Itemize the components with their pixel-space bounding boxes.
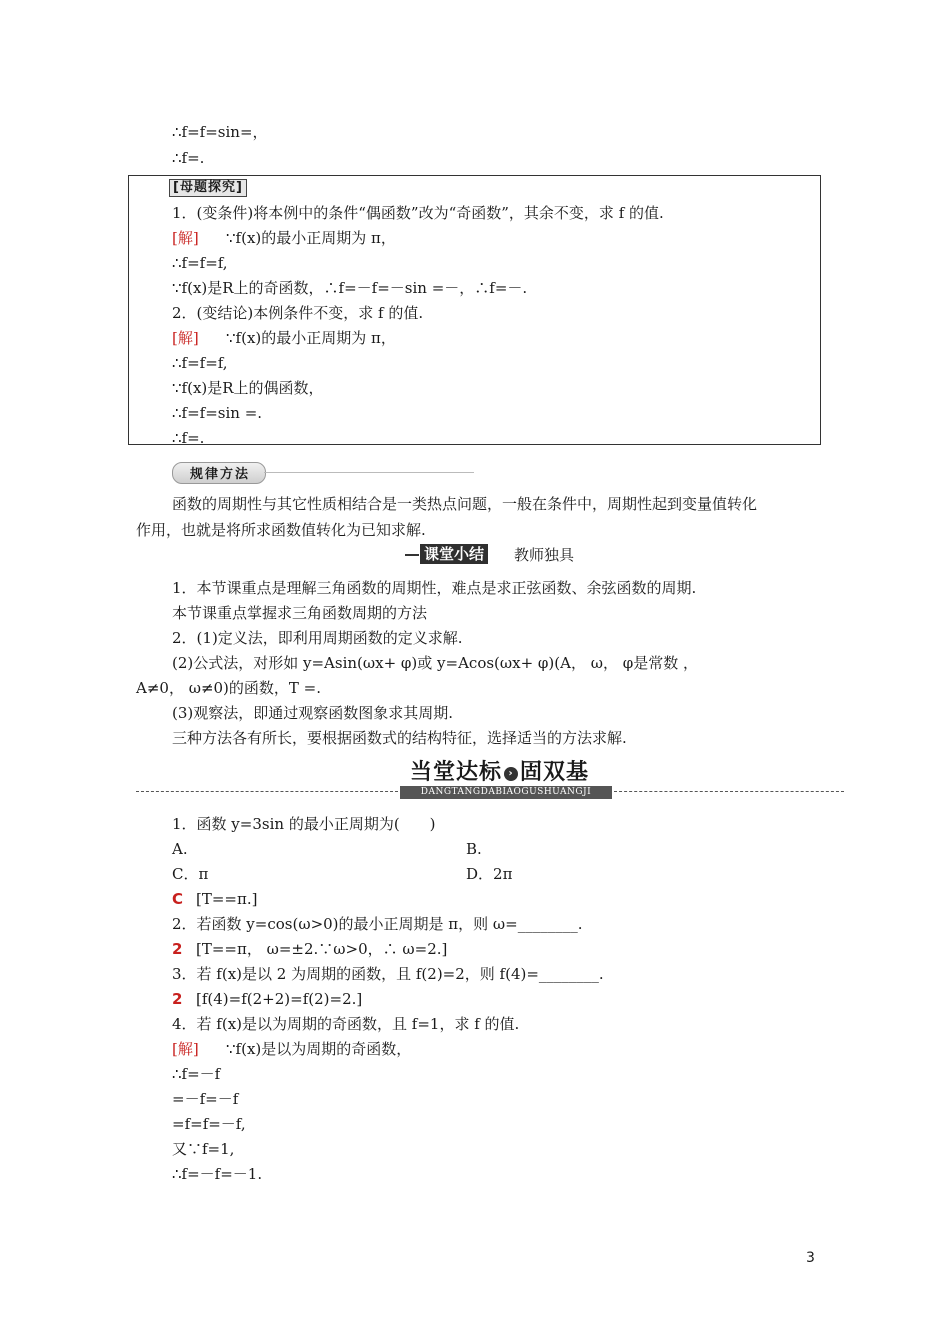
- solution-line: ∴f=－f: [172, 1065, 221, 1083]
- answer-text: [T==π， ω=±2.∵ω>0，∴ ω=2.]: [196, 940, 448, 958]
- banner-title-left: 当堂达标: [410, 760, 503, 785]
- banner-subtitle: DANGTANGDABIAOGUSHUANGJI: [400, 786, 612, 799]
- summary-line: (2)公式法，对形如 y=Asin(ωx+ φ)或 y=Acos(ωx+ φ)(A， ω， φ是常数 ，: [172, 654, 699, 672]
- summary-line: A≠0， ω≠0)的函数，T =.: [136, 679, 322, 697]
- extension-line: ∵f(x)是R上的奇函数，∴f=－f=－sin =－，∴f=－.: [172, 279, 528, 297]
- summary-line: 本节课重点掌握求三角函数周期的方法: [172, 604, 428, 622]
- summary-line: 三种方法各有所长，要根据函数式的结构特征，选择适当的方法求解.: [172, 729, 627, 747]
- summary-line: 2．(1)定义法，即利用周期函数的定义求解.: [172, 629, 463, 647]
- method-text: 作用，也就是将所求函数值转化为已知求解.: [136, 521, 426, 539]
- section-banner: [410, 760, 589, 786]
- question-1: 1．函数 y=3sin 的最小正周期为( ): [172, 815, 436, 833]
- question-4: 4．若 f(x)是以为周期的奇函数，且 f=1，求 f 的值.: [172, 1015, 520, 1033]
- option-d: D．2π: [466, 865, 513, 883]
- solution-line: ∴f=.: [172, 149, 205, 167]
- method-text: 函数的周期性与其它性质相结合是一类热点问题，一般在条件中，周期性起到变量值转化: [172, 495, 758, 513]
- solution-label: [解]: [172, 229, 199, 247]
- question-3: 3．若 f(x)是以 2 为周期的函数，且 f(2)=2，则 f(4)=________.: [172, 965, 604, 983]
- question-2: 2．若函数 y=cos(ω>0)的最小正周期是 π，则 ω=________.: [172, 915, 583, 933]
- extension-line: ∴f=f=sin =.: [172, 404, 263, 422]
- summary-note: 教师独具: [514, 546, 575, 564]
- solution-line: ∵f(x)是以为周期的奇函数，: [226, 1040, 412, 1058]
- summary-line: 1．本节课重点是理解三角函数的周期性，难点是求正弦函数、余弦函数的周期.: [172, 579, 697, 597]
- solution-line: ∴f=－f=－1.: [172, 1165, 263, 1183]
- solution-line: =f=f=－f,: [172, 1115, 246, 1133]
- extension-question-2: 2．(变结论)本例条件不变，求 f 的值.: [172, 304, 424, 322]
- arrow-right-icon: ›: [504, 767, 518, 781]
- summary-line: (3)观察法，即通过观察函数图象求其周期.: [172, 704, 454, 722]
- solution-line: ∴f=f=sin=，: [172, 123, 268, 141]
- option-a: A.: [172, 840, 188, 858]
- extension-line: ∵f(x)是R上的偶函数，: [172, 379, 324, 397]
- option-b: B.: [466, 840, 482, 858]
- method-heading-text: 规律方法: [190, 467, 251, 482]
- divider: [614, 791, 844, 792]
- divider: [405, 554, 419, 556]
- extension-line: ∴f=f=f,: [172, 254, 228, 272]
- extension-line: ∵f(x)的最小正周期为 π，: [226, 329, 396, 347]
- option-c: C．π: [172, 865, 209, 883]
- summary-heading: 课堂小结: [420, 544, 488, 564]
- solution-line: =－f=－f: [172, 1090, 239, 1108]
- method-heading: [172, 462, 264, 484]
- extension-line: ∴f=.: [172, 429, 205, 447]
- divider: [264, 472, 474, 473]
- answer-key: 2: [172, 990, 183, 1008]
- banner-title-right: 固双基: [520, 760, 590, 785]
- extension-line: ∵f(x)的最小正周期为 π，: [226, 229, 396, 247]
- answer-key: 2: [172, 940, 183, 958]
- divider: [136, 791, 398, 792]
- answer-text: [T==π.]: [196, 890, 258, 908]
- solution-label: [解]: [172, 329, 199, 347]
- extension-line: ∴f=f=f,: [172, 354, 228, 372]
- solution-line: 又∵f=1,: [172, 1140, 235, 1158]
- answer-text: [f(4)=f(2+2)=f(2)=2.]: [196, 990, 363, 1008]
- extension-question-1: 1．(变条件)将本例中的条件“偶函数”改为“奇函数”，其余不变，求 f 的值.: [172, 204, 664, 222]
- page-number: 3: [806, 1250, 815, 1266]
- extension-tag: [母题探究]: [169, 179, 247, 197]
- answer-key: C: [172, 890, 184, 908]
- solution-label: [解]: [172, 1040, 199, 1058]
